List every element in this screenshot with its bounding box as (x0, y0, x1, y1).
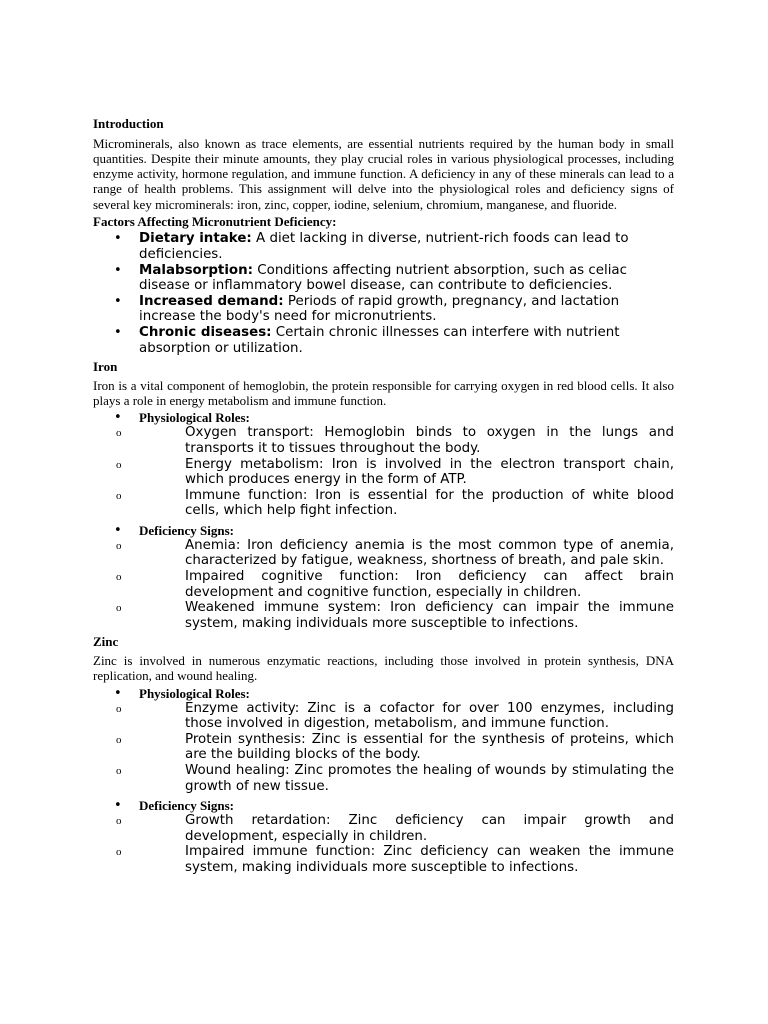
list-item: o Enzyme activity: Zinc is a cofactor for over 100 enzymes, including those involved in digestion, metabolism, and immune function. (93, 701, 674, 732)
zinc-roles-list (93, 701, 674, 795)
list-item: o Growth retardation: Zinc deficiency can impair growth and development, especially in children. (93, 813, 674, 844)
list-item (93, 294, 674, 325)
list-item (93, 231, 674, 262)
iron-paragraph: Iron is a vital component of hemoglobin, the protein responsible for carrying oxygen in red blood cells. It also plays a role in energy metabolism and immune function. (93, 377, 674, 409)
list-item: o Immune function: Iron is essential for the production of white blood cells, which help fight infection. (93, 488, 674, 519)
factor-term: Dietary intake: (139, 231, 252, 247)
zinc-roles-label: • Physiological Roles: (139, 685, 250, 701)
list-item: o Oxygen transport: Hemoglobin binds to oxygen in the lungs and transports it to tissues throughout the body. (93, 425, 674, 456)
zinc-signs-label: • Deficiency Signs: (139, 798, 234, 814)
factor-term: Chronic diseases: (139, 325, 272, 341)
factors-list (93, 231, 674, 356)
factor-text: Periods of rapid growth, pregnancy, and lactation increase the body's need for micronutrients. (139, 293, 620, 325)
factor-text: A diet lacking in diverse, nutrient-rich foods can lead to deficiencies. (139, 231, 629, 263)
iron-signs-list (93, 538, 674, 632)
zinc-paragraph: Zinc is involved in numerous enzymatic reactions, including those involved in protein synthesis, DNA replication, and wound healing. (93, 652, 674, 684)
list-item: o Anemia: Iron deficiency anemia is the most common type of anemia, characterized by fatigue, weakness, shortness of breath, and pale skin. (93, 538, 674, 569)
iron-sections (93, 410, 674, 631)
iron-heading: Iron (93, 359, 118, 375)
list-item: o Wound healing: Zinc promotes the healing of wounds by stimulating the growth of new tissue. (93, 763, 674, 794)
list-item (93, 410, 674, 519)
list-item: o Weakened immune system: Iron deficiency can impair the immune system, making individuals more susceptible to infections. (93, 600, 674, 631)
iron-signs-label: • Deficiency Signs: (139, 522, 234, 538)
factors-heading: Factors Affecting Micronutrient Deficiency: (93, 213, 337, 229)
list-item: o Impaired cognitive function: Iron deficiency can affect brain development and cognitive function, especially in children. (93, 569, 674, 600)
zinc-heading: Zinc (93, 634, 119, 650)
list-item (93, 686, 674, 795)
iron-roles-label: • Physiological Roles: (139, 410, 250, 426)
introduction-paragraph: Microminerals, also known as trace elements, are essential nutrients required by the human body in small quantities. Despite their minute amounts, they play crucial roles in various physiological processes, including enzyme activity, hormone regulation, and immune function. A deficiency in any of these minerals can lead to a range of health problems. This assignment will delve into the physiological roles and deficiency signs of several key microminerals: iron, zinc, copper, iodine, selenium, chromium, manganese, and fluoride. (93, 135, 674, 212)
factor-text: Conditions affecting nutrient absorption, such as celiac disease or inflammatory bowel disease, can contribute to deficiencies. (139, 262, 627, 294)
list-item: o Impaired immune function: Zinc deficiency can weaken the immune system, making individuals more susceptible to infections. (93, 844, 674, 875)
introduction-heading: Introduction (93, 116, 164, 131)
list-item: o Protein synthesis: Zinc is essential for the synthesis of proteins, which are the building blocks of the body. (93, 732, 674, 763)
factor-term: Malabsorption: (139, 262, 254, 278)
list-item (93, 263, 674, 294)
factor-text: Certain chronic illnesses can interfere with nutrient absorption or utilization. (139, 325, 620, 356)
list-item (93, 523, 674, 632)
factor-term: Increased demand: (139, 293, 284, 309)
zinc-sections (93, 686, 674, 876)
list-item: o Energy metabolism: Iron is involved in the electron transport chain, which produces energy in the form of ATP. (93, 457, 674, 488)
document-page (93, 116, 674, 875)
list-item (93, 798, 674, 875)
iron-roles-list (93, 425, 674, 519)
list-item (93, 325, 674, 356)
zinc-signs-list (93, 813, 674, 875)
